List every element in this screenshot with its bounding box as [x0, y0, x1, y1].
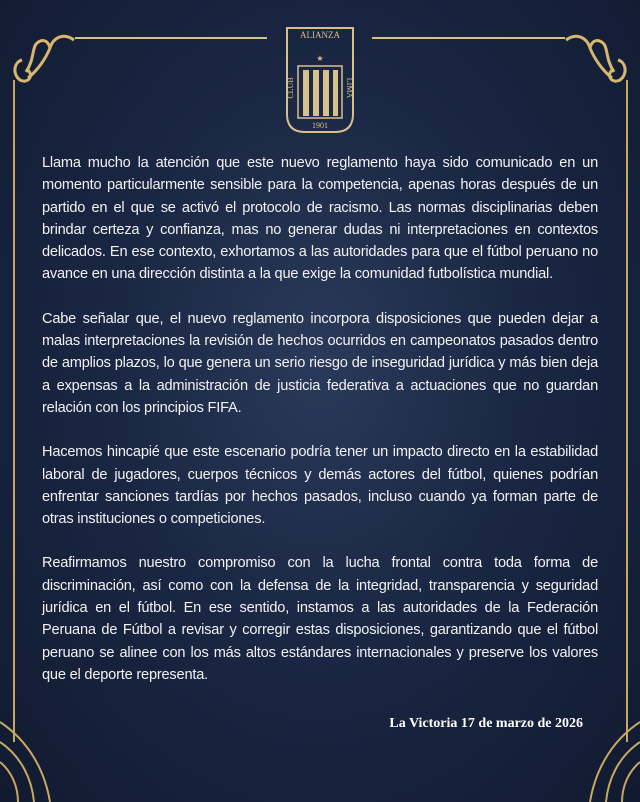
svg-text:1901: 1901 — [312, 121, 328, 130]
paragraph: Cabe señalar que, el nuevo reglamento incorpora disposiciones que pueden dejar a malas interpretaciones la revisión de hechos ocurridos en campeonatos pasados dentro de amplios plazos, lo que genera un serio riesgo de inseguridad jurídica y más bien deja a expensas a la administración de justicia federativa a actuaciones que no guardan relación con los principios FIFA. — [42, 310, 598, 416]
svg-text:CLUB: CLUB — [286, 77, 295, 99]
frame-line-left — [13, 80, 15, 742]
svg-text:LIMA: LIMA — [345, 77, 354, 99]
paragraph: Reafirmamos nuestro compromiso con la lucha frontal contra toda forma de discriminación, así como con la defensa de la integridad, transparencia y seguridad jurídica en el fútbol. En ese sentido, instamos a las autoridades de la Federación Peruana de Fútbol a revisar y corregir estas disposiciones, garantizando que el fútbol peruano se alinee con los más altos estándares internacionales y preserve los valores que el deporte representa. — [42, 555, 598, 683]
paragraph: Llama mucho la atención que este nuevo reglamento haya sido comunicado en un momento particularmente sensible para la competencia, apenas horas después de un partido en el que se activó el protocolo de racismo. Las normas disciplinarias deben brindar certeza y confianza, mas no generar dudas ni interpretaciones en contextos delicados. En ese contexto, exhortamos a las autoridades para que el fútbol peruano no avance en una dirección distinta a la que exige la comunidad futbolística mundial. — [42, 155, 598, 283]
svg-text:ALIANZA: ALIANZA — [300, 30, 340, 40]
statement-body — [42, 152, 598, 708]
svg-text:★: ★ — [316, 54, 324, 63]
club-crest-logo — [285, 26, 355, 136]
frame-line-top-left — [75, 37, 267, 39]
signature-place-date: La Victoria 17 de marzo de 2026 — [389, 716, 583, 731]
frame-line-right — [626, 80, 628, 742]
ornament-top-left-icon — [8, 30, 78, 90]
paragraph: Hacemos hincapié que este escenario podría tener un impacto directo en la estabilidad laboral de jugadores, cuerpos técnicos y demás actores del fútbol, quienes podrían enfrentar sanciones tardías por hechos pasados, incluso cuando ya forman parte de otras instituciones o competiciones. — [42, 444, 598, 528]
frame-line-top-right — [372, 37, 565, 39]
ornament-top-right-icon — [562, 30, 632, 90]
